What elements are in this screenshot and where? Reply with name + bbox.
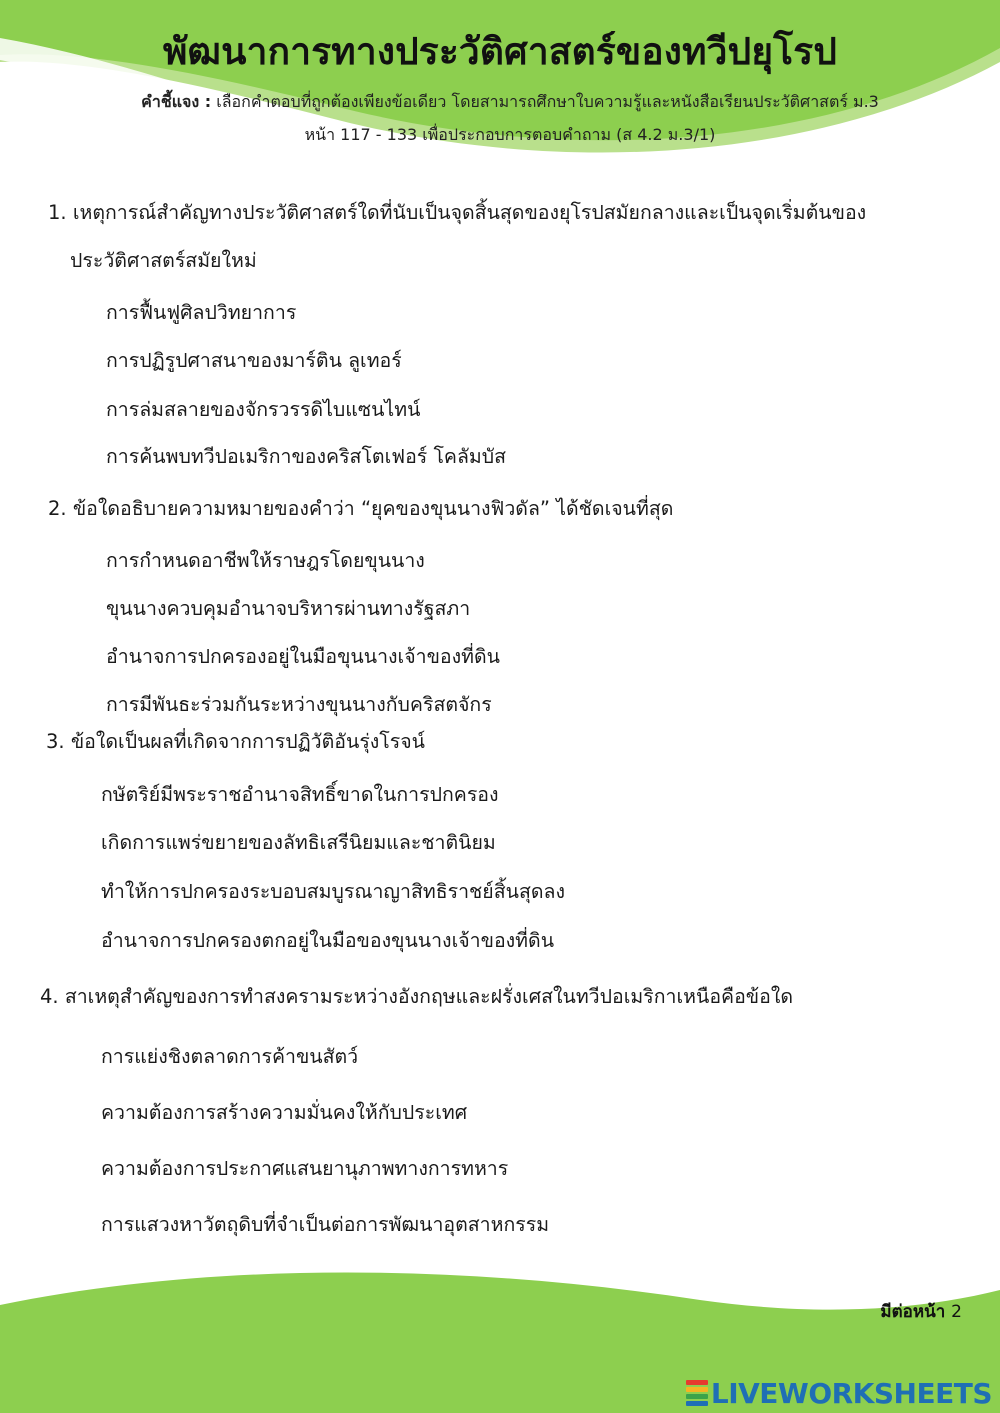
question-number: 4. bbox=[40, 985, 59, 1008]
instruction-line-2: หน้า 117 - 133 เพื่อประกอบการตอบคำถาม (ส 4.2 ม.3/1) bbox=[304, 125, 716, 144]
instruction-line-1 bbox=[40, 90, 980, 115]
question-3-option-1[interactable]: กษัตริย์มีพระราชอำนาจสิทธิ์ขาดในการปกครอง bbox=[101, 783, 499, 806]
question-1-option-2[interactable]: การปฏิรูปศาสนาของมาร์ติน ลูเทอร์ bbox=[106, 349, 402, 372]
instruction-label: คำชี้แจง : bbox=[141, 92, 212, 111]
question-4-option-4[interactable]: การแสวงหาวัตถุดิบที่จำเป็นต่อการพัฒนาอุตสาหกรรม bbox=[101, 1213, 550, 1236]
question-2-option-4[interactable]: การมีพันธะร่วมกันระหว่างขุนนางกับคริสตจักร bbox=[106, 693, 492, 716]
question-3-text bbox=[46, 717, 425, 767]
liveworksheets-wordmark: LIVEWORKSHEETS bbox=[710, 1376, 992, 1410]
question-1-option-4[interactable]: การค้นพบทวีปอเมริกาของคริสโตเฟอร์ โคลัมบัส bbox=[106, 445, 507, 468]
question-stem: ข้อใดเป็นผลที่เกิดจากการปฏิวัติอันรุ่งโรจน์ bbox=[70, 730, 426, 753]
question-number: 1. bbox=[48, 201, 67, 224]
continue-label: มีต่อหน้า bbox=[880, 1302, 946, 1322]
question-stem: เหตุการณ์สำคัญทางประวัติศาสตร์ใดที่นับเป็นจุดสิ้นสุดของยุโรปสมัยกลางและเป็นจุดเริ่มต้นของ bbox=[72, 201, 867, 224]
liveworksheets-mark-icon bbox=[686, 1380, 708, 1406]
worksheet-title: พัฒนาการทางประวัติศาสตร์ของทวีปยุโรป bbox=[162, 30, 838, 73]
question-number: 2. bbox=[48, 497, 67, 520]
question-1-text bbox=[48, 188, 866, 238]
question-3-option-2[interactable]: เกิดการแพร่ขยายของลัทธิเสรีนิยมและชาตินิยม bbox=[101, 831, 496, 854]
question-3-option-3[interactable]: ทำให้การปกครองระบอบสมบูรณาญาสิทธิราชย์สิ้นสุดลง bbox=[101, 880, 565, 903]
question-1-option-1[interactable]: การฟื้นฟูศิลปวิทยาการ bbox=[106, 301, 297, 324]
question-1-option-3[interactable]: การล่มสลายของจักรวรรดิไบแซนไทน์ bbox=[106, 398, 421, 421]
question-2-option-2[interactable]: ขุนนางควบคุมอำนาจบริหารผ่านทางรัฐสภา bbox=[106, 597, 471, 620]
question-stem: ข้อใดอธิบายความหมายของคำว่า “ยุคของขุนนางฟิวดัล” ได้ชัดเจนที่สุด bbox=[72, 497, 674, 520]
question-4-option-3[interactable]: ความต้องการประกาศแสนยานุภาพทางการทหาร bbox=[101, 1157, 509, 1180]
liveworksheets-logo[interactable] bbox=[686, 1377, 992, 1409]
question-2-option-3[interactable]: อำนาจการปกครองอยู่ในมือขุนนางเจ้าของที่ดิน bbox=[106, 645, 500, 668]
continue-page-number: 2 bbox=[951, 1302, 962, 1322]
question-3-option-4[interactable]: อำนาจการปกครองตกอยู่ในมือของขุนนางเจ้าของที่ดิน bbox=[101, 929, 555, 952]
question-4-option-1[interactable]: การแย่งชิงตลาดการค้าขนสัตว์ bbox=[101, 1045, 359, 1068]
question-2-option-1[interactable]: การกำหนดอาชีพให้ราษฎรโดยขุนนาง bbox=[106, 549, 425, 572]
instruction-text-1: เลือกคำตอบที่ถูกต้องเพียงข้อเดียว โดยสามารถศึกษาใบความรู้และหนังสือเรียนประวัติศาสตร์ ม.3 bbox=[216, 92, 879, 111]
question-4-text bbox=[40, 972, 793, 1022]
question-stem: สาเหตุสำคัญของการทำสงครามระหว่างอังกฤษและฝรั่งเศสในทวีปอเมริกาเหนือคือข้อใด bbox=[64, 985, 794, 1008]
question-number: 3. bbox=[46, 730, 65, 753]
question-2-text bbox=[48, 484, 673, 534]
continued-next-page-note bbox=[880, 1298, 962, 1325]
question-1-text-cont: ประวัติศาสตร์สมัยใหม่ bbox=[70, 249, 257, 272]
question-4-option-2[interactable]: ความต้องการสร้างความมั่นคงให้กับประเทศ bbox=[101, 1101, 468, 1124]
